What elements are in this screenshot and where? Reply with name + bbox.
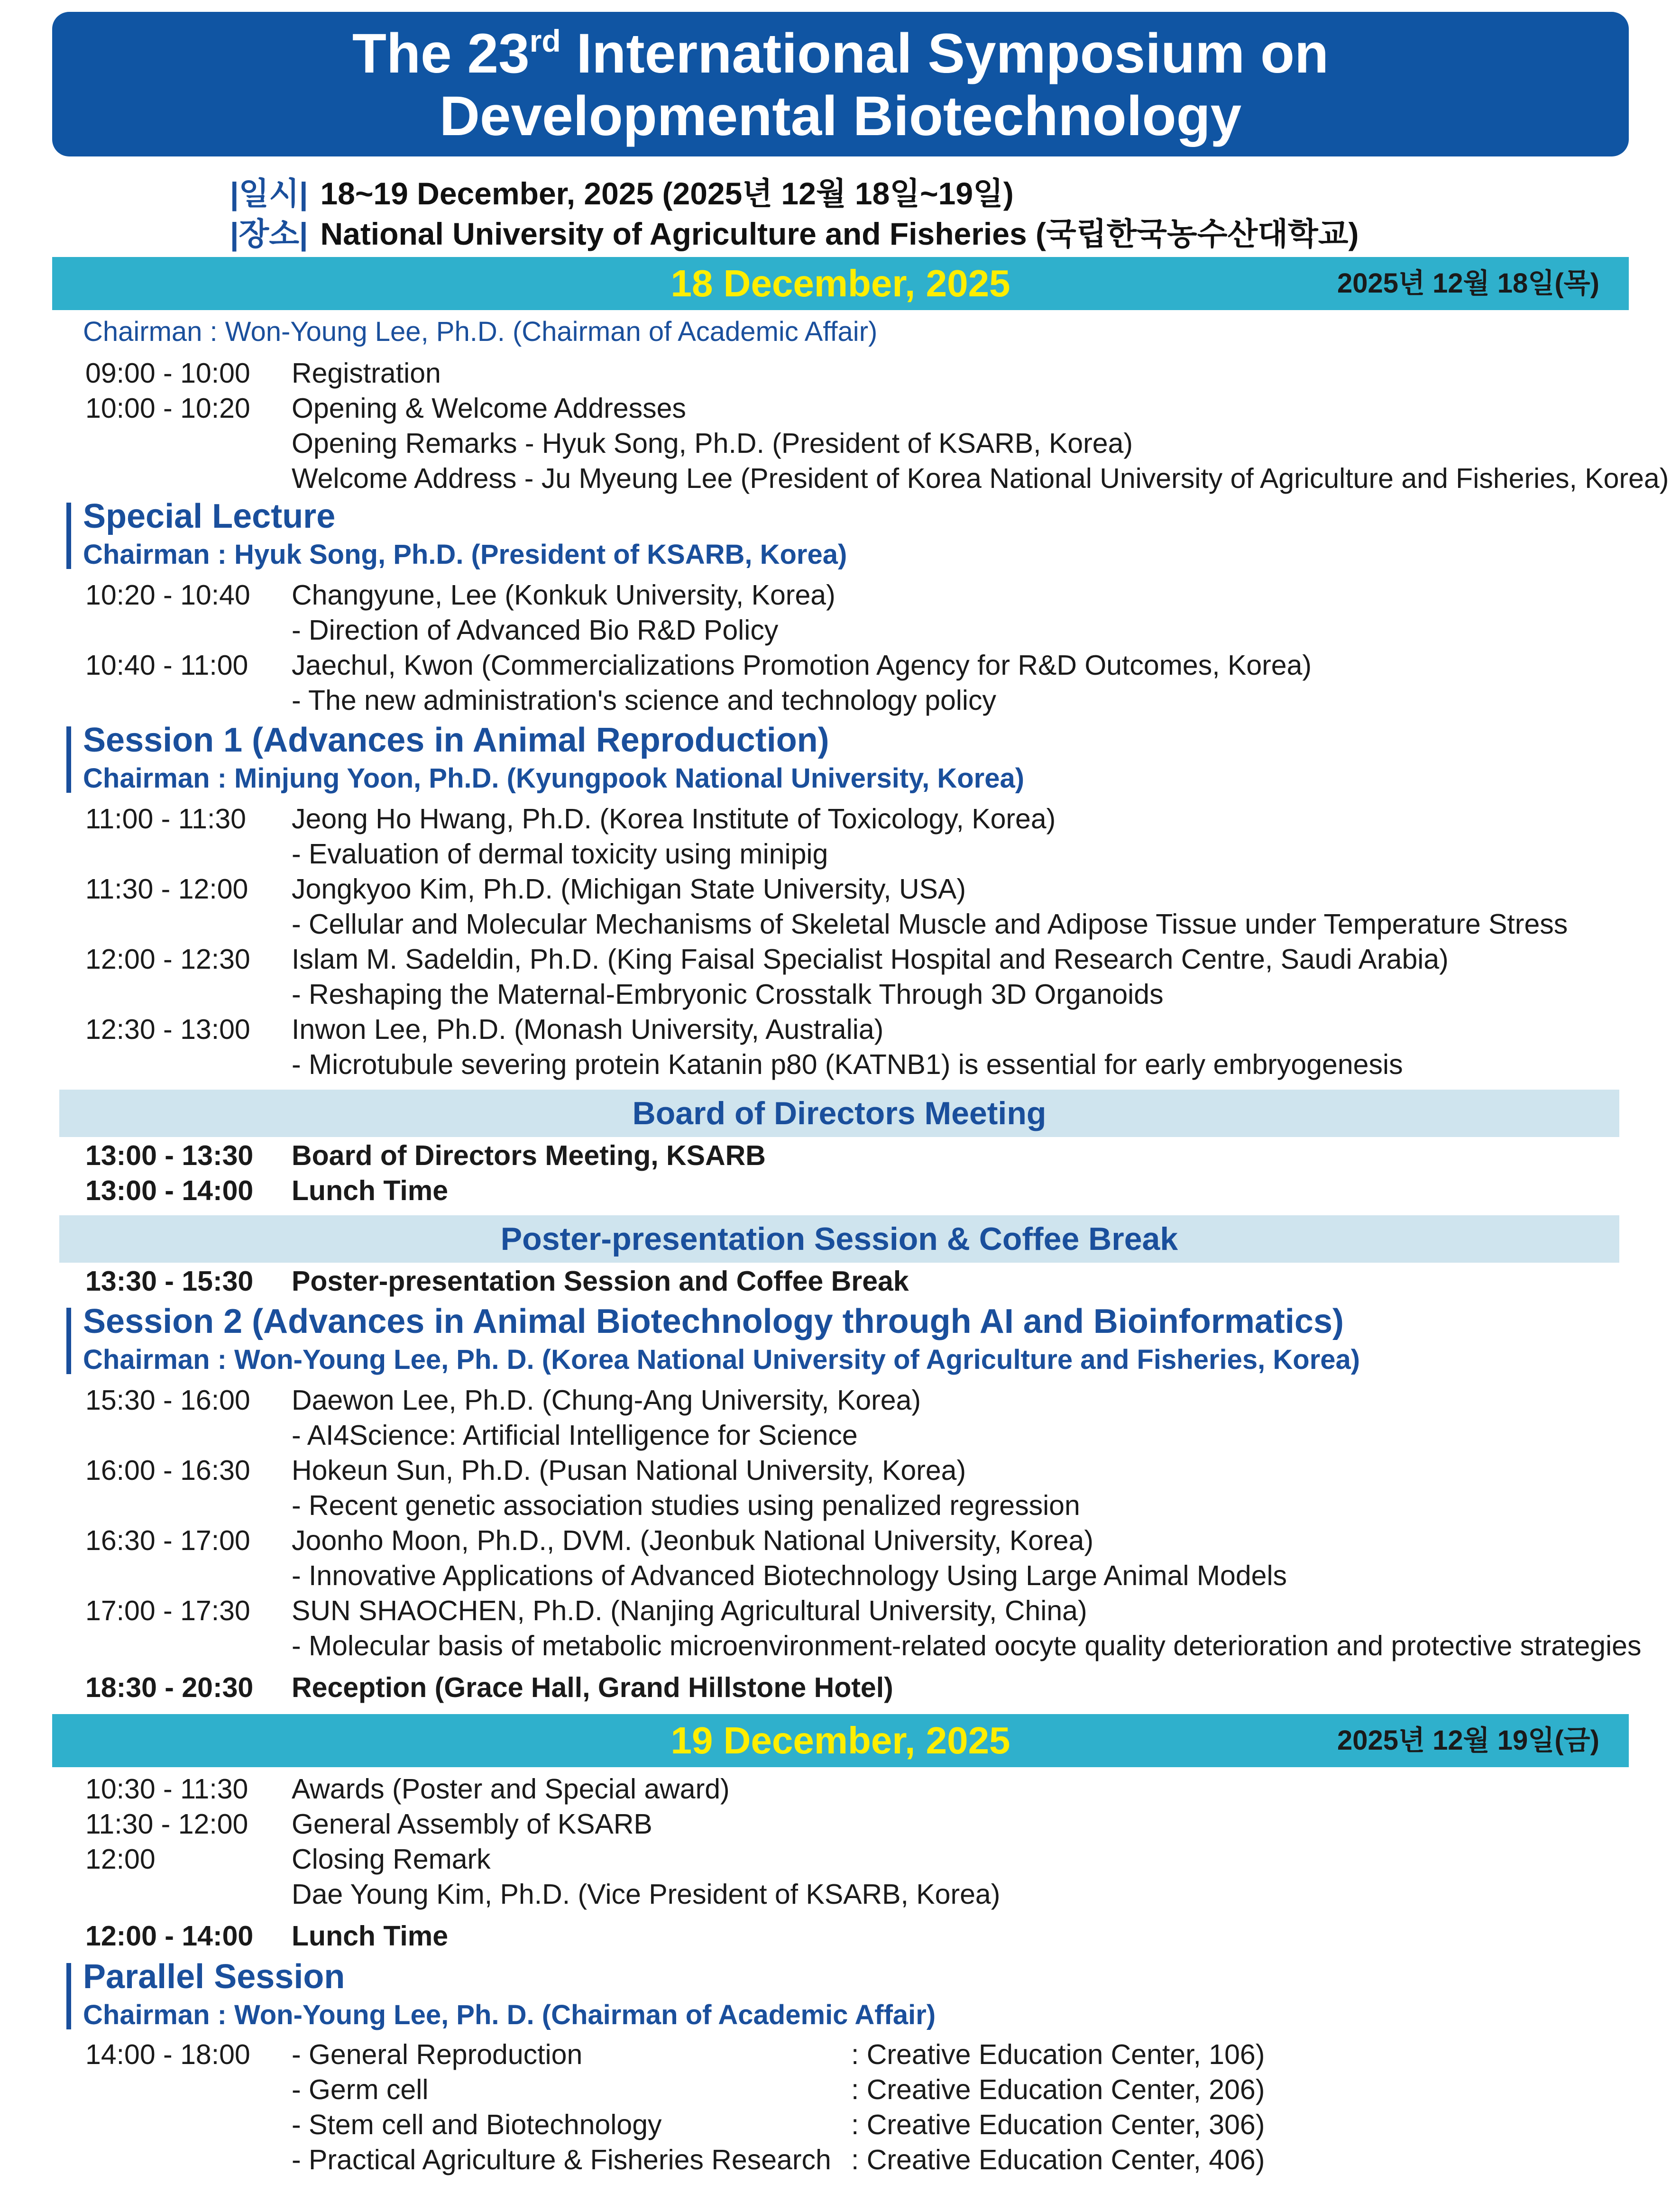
title-superscript: rd xyxy=(529,23,561,58)
parallel-room: : Creative Education Center, 306) xyxy=(851,2109,1265,2140)
session2-chairman: Chairman : Won-Young Lee, Ph. D. (Korea National University of Agriculture and Fisheries, Korea) xyxy=(83,1344,1360,1375)
talk-topic: - Reshaping the Maternal-Embryonic Crosstalk Through 3D Organoids xyxy=(292,979,1164,1010)
parallel-track: - Stem cell and Biotechnology xyxy=(292,2109,662,2140)
opening-remarks: Opening Remarks - Hyuk Song, Ph.D. (President of KSARB, Korea) xyxy=(292,428,1133,459)
parallel-room: : Creative Education Center, 206) xyxy=(851,2074,1265,2105)
day2-date-kr: 2025년 12월 19일(금) xyxy=(1337,1725,1599,1756)
parallel-track: - Germ cell xyxy=(292,2074,429,2105)
parallel-room: : Creative Education Center, 406) xyxy=(851,2144,1265,2175)
talk-topic: - AI4Science: Artificial Intelligence for Science xyxy=(292,1420,858,1451)
talk-topic: - Molecular basis of metabolic microenvironment-related oocyte quality deterioration and protective strategies xyxy=(292,1630,1642,1661)
talk-topic: - The new administration's science and technology policy xyxy=(292,685,996,716)
parallel-session-title: Parallel Session xyxy=(83,1958,345,1996)
poster-session-bar: Poster-presentation Session & Coffee Break xyxy=(59,1215,1619,1263)
section-accent-bar xyxy=(66,1308,71,1374)
title-line-1: The 23rd International Symposium on xyxy=(352,22,1329,85)
special-lecture-chairman: Chairman : Hyuk Song, Ph.D. (President of KSARB, Korea) xyxy=(83,539,847,570)
parallel-room: : Creative Education Center, 106) xyxy=(851,2039,1265,2070)
parallel-session-chairman: Chairman : Won-Young Lee, Ph. D. (Chairman of Academic Affair) xyxy=(83,2000,936,2030)
board-meeting-bar: Board of Directors Meeting xyxy=(59,1090,1619,1137)
talk-topic: - Recent genetic association studies using penalized regression xyxy=(292,1490,1080,1521)
parallel-track: - Practical Agriculture & Fisheries Research xyxy=(292,2144,831,2175)
day1-date: 18 December, 2025 xyxy=(670,262,1010,304)
day1-chairman: Chairman : Won-Young Lee, Ph.D. (Chairman of Academic Affair) xyxy=(83,316,878,347)
talk-topic: - Innovative Applications of Advanced Biotechnology Using Large Animal Models xyxy=(292,1560,1287,1591)
title-line-2: Developmental Biotechnology xyxy=(439,85,1242,147)
event-venue: |장소| National University of Agriculture and Fisheries (국립한국농수산대학교) xyxy=(230,216,1359,251)
day1-header-bar xyxy=(52,257,1629,310)
day2-date: 19 December, 2025 xyxy=(670,1719,1010,1761)
talk-topic: - Microtubule severing protein Katanin p80 (KATNB1) is essential for early embryogenesis xyxy=(292,1049,1403,1080)
day2-header-bar xyxy=(52,1714,1629,1767)
event-date: |일시| 18~19 December, 2025 (2025년 12월 18일~19일) xyxy=(230,176,1014,211)
session1-chairman: Chairman : Minjung Yoon, Ph.D. (Kyungpook National University, Korea) xyxy=(83,763,1025,794)
session2-title: Session 2 (Advances in Animal Biotechnology through AI and Bioinformatics) xyxy=(83,1303,1344,1340)
section-accent-bar xyxy=(66,1963,71,2029)
session1-title: Session 1 (Advances in Animal Reproduction) xyxy=(83,721,829,759)
talk-topic: - Direction of Advanced Bio R&D Policy xyxy=(292,615,779,646)
talk-topic: - Cellular and Molecular Mechanisms of Skeletal Muscle and Adipose Tissue under Temperature Stress xyxy=(292,908,1568,940)
section-accent-bar xyxy=(66,726,71,793)
welcome-address: Welcome Address - Ju Myeung Lee (President of Korea National University of Agriculture and Fisheries, Korea) xyxy=(292,463,1669,494)
special-lecture-title: Special Lecture xyxy=(83,497,336,535)
day1-date-kr: 2025년 12월 18일(목) xyxy=(1337,268,1599,299)
title-banner xyxy=(52,12,1629,156)
talk-topic: - Evaluation of dermal toxicity using minipig xyxy=(292,838,828,870)
section-accent-bar xyxy=(66,503,71,569)
